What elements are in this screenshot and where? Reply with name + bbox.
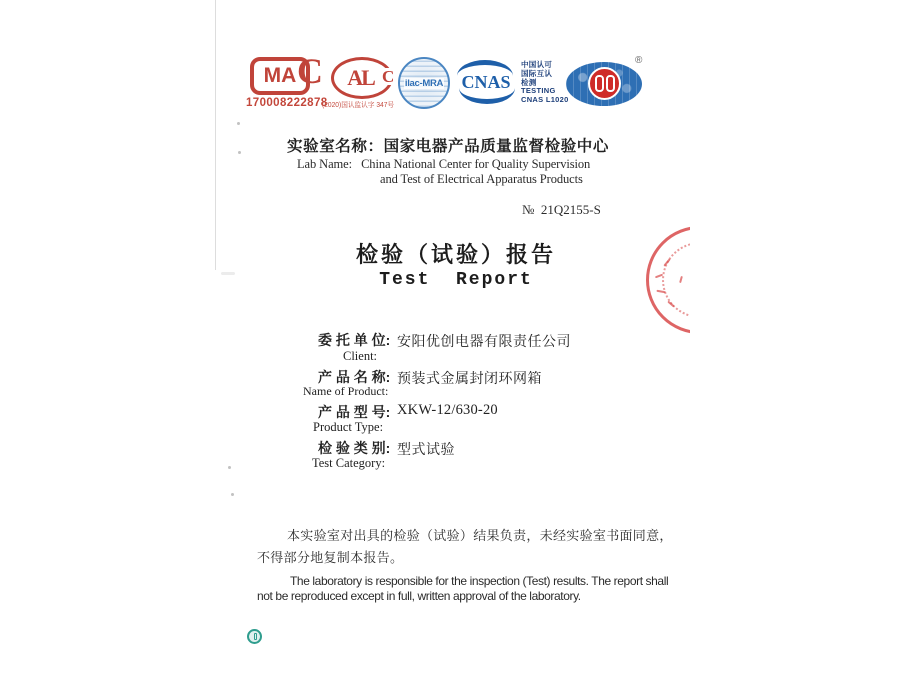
accreditation-line: 检测 <box>521 77 537 87</box>
cnas-label: CNAS <box>461 72 511 92</box>
cma-letters: MA <box>263 64 297 87</box>
scan-speck <box>238 151 241 154</box>
field-test-category-label-cn: 检 验 类 别: <box>318 440 391 456</box>
report-title-cn: 检验（试验）报告 <box>355 242 556 267</box>
cal-letters: AL <box>347 65 374 90</box>
field-client-label-cn: 委 托 单 位: <box>318 332 391 348</box>
field-product-type-value: XKW-12/630-20 <box>397 402 498 418</box>
report-number <box>522 202 601 218</box>
ilac-mra-logo <box>398 57 450 109</box>
field-product-name-label-cn: 产 品 名 称: <box>318 369 391 385</box>
report-title-en: Test Report <box>379 270 533 290</box>
statement-en-line1: The laboratory is responsible for the inspection (Test) results. The report shall <box>290 574 669 588</box>
scan-page-edge-line <box>215 0 216 270</box>
registered-trademark-icon: ® <box>635 55 643 66</box>
lab-name-en-text: China National Center for Quality Supervision <box>361 157 591 171</box>
ilac-mra-label: ilac-MRA <box>404 77 444 89</box>
lab-name-en-label: Lab Name: <box>297 157 362 171</box>
accreditation-line: TESTING <box>521 86 556 96</box>
institute-emblem-icon <box>588 67 621 100</box>
cma-c-glyph: C <box>297 51 323 91</box>
cal-c-glyph: C <box>382 67 395 86</box>
cnas-accreditation-text <box>521 61 569 105</box>
field-test-category-value: 型式试验 <box>397 443 455 458</box>
statement-cn-line1: 本实验室对出具的检验（试验）结果负责，未经实验室书面同意， <box>287 528 673 543</box>
teal-seal-icon <box>247 629 262 644</box>
field-product-name-label-en: Name of Product: <box>303 384 389 398</box>
lab-name-cn: 实验室名称：国家电器产品质量监督检验中心 <box>287 138 610 155</box>
red-seal-stamp <box>600 224 690 346</box>
cal-caption: (2020)国认监认字 347号 <box>322 102 395 109</box>
field-client-value: 安阳优创电器有限责任公司 <box>397 335 571 350</box>
statement-cn-line2: 不得部分地复制本报告。 <box>257 550 404 565</box>
field-product-type-label-cn: 产 品 型 号: <box>318 404 391 420</box>
accreditation-line: 中国认可 <box>521 60 553 69</box>
institute-globe-logo <box>566 55 646 109</box>
field-client-label-en: Client: <box>343 349 378 363</box>
scan-speck <box>231 493 234 496</box>
cnas-logo <box>452 60 520 104</box>
scan-speck <box>228 466 231 469</box>
cnas-bottom-arc <box>459 88 515 104</box>
lab-name-en-line1 <box>297 157 590 172</box>
statement-en-line2: not be reproduced except in full, written approval of the laboratory. <box>257 589 581 603</box>
lab-name-en-line2: and Test of Electrical Apparatus Products <box>380 172 583 186</box>
field-test-category-label-en: Test Category: <box>312 456 386 470</box>
numero-symbol: № <box>522 202 541 217</box>
field-product-name-value: 预装式金属封闭环网箱 <box>397 372 542 387</box>
report-number-value: 21Q2155-S <box>540 202 601 217</box>
accreditation-line: CNAS L1020 <box>521 95 569 105</box>
field-product-type-label-en: Product Type: <box>313 420 384 434</box>
accreditation-line: 国际互认 <box>521 68 553 78</box>
cma-certificate-number: 170008222878 <box>246 97 328 109</box>
scan-speck <box>237 122 240 125</box>
